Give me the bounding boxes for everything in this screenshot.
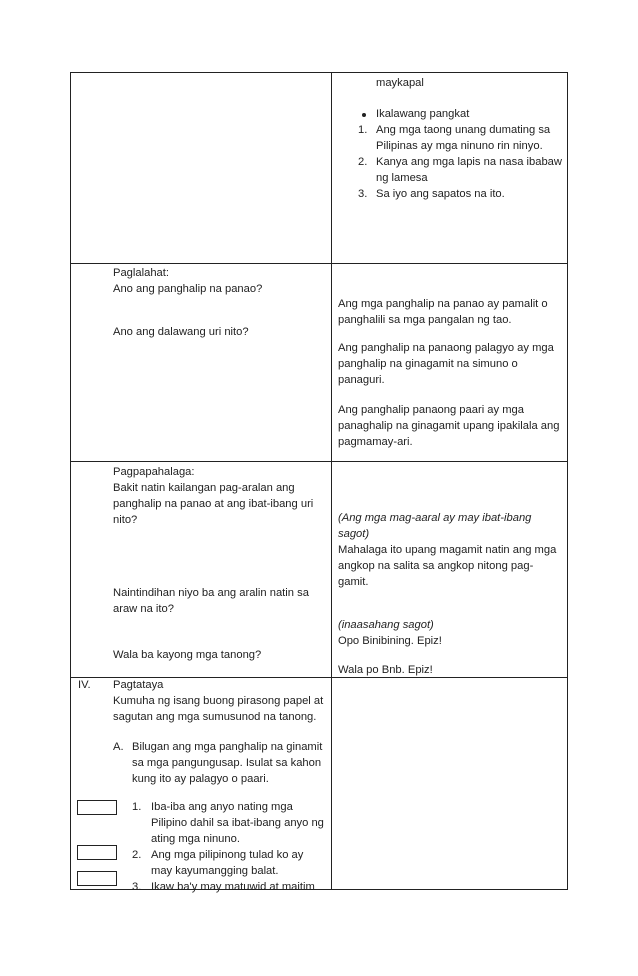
section-heading: Pagtataya: [113, 679, 164, 691]
answer-text: panghalili sa mga pangalan ng tao.: [338, 314, 512, 326]
answer-box[interactable]: [77, 800, 117, 815]
question-text: Bakit natin kailangan pag-aralan ang: [113, 482, 295, 494]
list-number: 3.: [358, 188, 368, 200]
answer-text: panaguri.: [338, 374, 385, 386]
section-heading: Pagpapahalaga:: [113, 466, 195, 478]
question-text: panghalip na panao at ang ibat-ibang uri: [113, 498, 314, 510]
question-text: Ano ang panghalip na panao?: [113, 283, 263, 295]
list-item-text: Sa iyo ang sapatos na ito.: [376, 188, 505, 200]
list-item-text: Pilipino dahil sa ibat-ibang anyo ng: [151, 817, 324, 829]
list-number: 3.: [132, 881, 142, 893]
instruction-text: sagutan ang mga sumusunod na tanong.: [113, 711, 317, 723]
question-text: Naintindihan niyo ba ang aralin natin sa: [113, 587, 309, 599]
answer-text: Ang panghalip panaong paari ay mga: [338, 404, 524, 416]
answer-box[interactable]: [77, 871, 117, 886]
instruction-text: Kumuha ng isang buong pirasong papel at: [113, 695, 324, 707]
answer-text: Ang panghalip na panaong palagyo ay mga: [338, 342, 554, 354]
section-number: IV.: [78, 679, 91, 691]
answer-note: (Ang mga mag-aaral ay may ibat-ibang: [338, 512, 532, 524]
answer-box[interactable]: [77, 845, 117, 860]
bullet-icon: [362, 113, 366, 117]
section-heading: Paglalahat:: [113, 267, 169, 279]
question-text: Ano ang dalawang uri nito?: [113, 326, 249, 338]
question-text: Wala ba kayong mga tanong?: [113, 649, 262, 661]
list-number: 2.: [358, 156, 368, 168]
answer-note: (inaasahang sagot): [338, 619, 434, 631]
list-item-text: ating mga ninuno.: [151, 833, 240, 845]
group-label: Ikalawang pangkat: [376, 108, 470, 120]
answer-text: Ang mga panghalip na panao ay pamalit o: [338, 298, 548, 310]
list-item-text: Ikaw ba'y may matuwid at maitim: [151, 881, 315, 893]
answer-text: angkop na salita sa angkop nitong pag-: [338, 560, 534, 572]
list-item-text: ng lamesa: [376, 172, 428, 184]
row-divider: [70, 461, 568, 462]
column-divider: [331, 72, 332, 890]
list-number: 1.: [132, 801, 142, 813]
answer-text: Wala po Bnb. Epiz!: [338, 664, 433, 676]
list-item-text: Kanya ang mga lapis na nasa ibabaw: [376, 156, 562, 168]
answer-text: panghalip na ginagamit na simuno o: [338, 358, 518, 370]
list-item-text: Ang mga taong unang dumating sa: [376, 124, 551, 136]
continued-text: maykapal: [376, 77, 424, 89]
list-item-text: Iba-iba ang anyo nating mga: [151, 801, 293, 813]
list-item-text: Pilipinas ay mga ninuno rin ninyo.: [376, 140, 543, 152]
answer-text: gamit.: [338, 576, 369, 588]
list-item-text: Ang mga pilipinong tulad ko ay: [151, 849, 304, 861]
section-letter: A.: [113, 741, 124, 753]
list-number: 2.: [132, 849, 142, 861]
answer-text: Mahalaga ito upang magamit natin ang mga: [338, 544, 557, 556]
list-number: 1.: [358, 124, 368, 136]
answer-note: sagot): [338, 528, 370, 540]
question-text: nito?: [113, 514, 138, 526]
row-divider: [70, 263, 568, 264]
instruction-text: kung ito ay palagyo o paari.: [132, 773, 269, 785]
instruction-text: Bilugan ang mga panghalip na ginamit: [132, 741, 323, 753]
question-text: araw na ito?: [113, 603, 174, 615]
answer-text: panaghalip na ginagamit upang ipakilala ang: [338, 420, 560, 432]
answer-text: Opo Binibining. Epiz!: [338, 635, 442, 647]
list-item-text: may kayumangging balat.: [151, 865, 279, 877]
instruction-text: sa mga pangungusap. Isulat sa kahon: [132, 757, 322, 769]
answer-text: pagmamay-ari.: [338, 436, 413, 448]
